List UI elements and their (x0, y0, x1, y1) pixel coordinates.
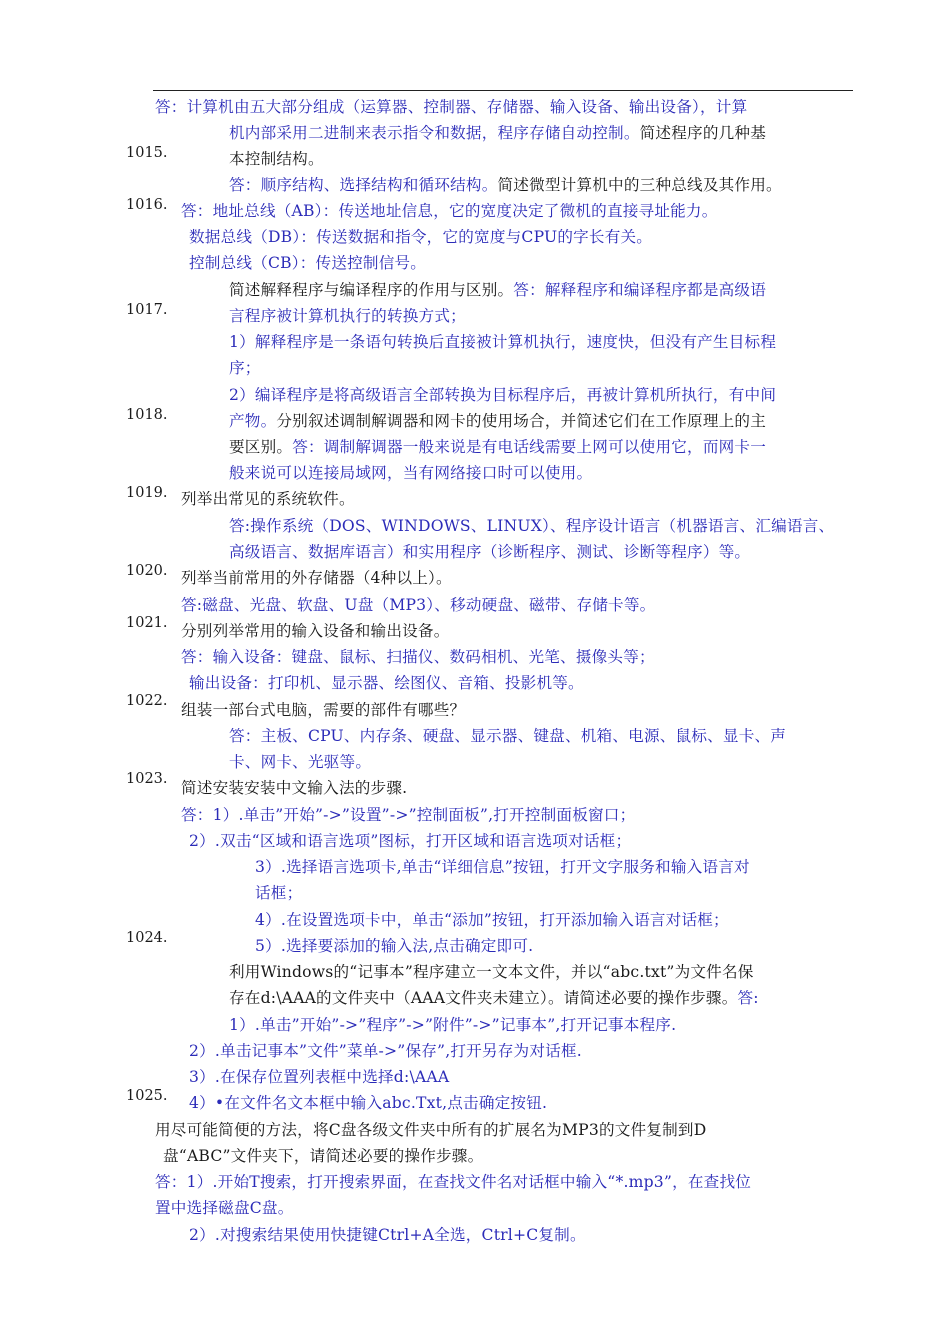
text-line: 输出设备：打印机、显示器、绘图仪、音箱、投影机等。 (189, 674, 584, 692)
question-number: 1025. (126, 1088, 168, 1104)
text-line: 答：地址总线（AB）：传送地址信息，它的宽度决定了微机的直接寻址能力。 (181, 202, 718, 220)
text-line: 3）.在保存位置列表框中选择d:\AAA (189, 1068, 450, 1086)
text-line: 答:磁盘、光盘、软盘、U盘（MP3）、移动硬盘、磁带、存储卡等。 (181, 596, 656, 614)
text-line: 利用Windows的“记事本”程序建立一文本文件，并以“abc.txt”为文件名保 (229, 963, 754, 981)
text-line: 机内部采用二进制来表示指令和数据，程序存储自动控制。简述程序的几种基 (229, 124, 766, 142)
text-line: 盘“ABC”文件夹下，请简述必要的操作步骤。 (163, 1147, 484, 1165)
text-line: 控制总线（CB）：传送控制信号。 (189, 254, 427, 272)
question-number: 1019. (126, 485, 168, 501)
question-number: 1016. (126, 197, 168, 213)
text-line: 高级语言、数据库语言）和实用程序（诊断程序、测试、诊断等程序）等。 (229, 543, 751, 561)
text-line: 存在d:\AAA的文件夹中（AAA文件夹未建立）。请简述必要的操作步骤。答: (229, 989, 759, 1007)
text-line: 答：1）.开始T搜索，打开搜索界面，在查找文件名对话框中输入“*.mp3”，在查找位 (155, 1173, 752, 1191)
text-line: 1）.单击”开始”->”程序”->”附件”->”记事本”,打开记事本程序. (229, 1016, 677, 1034)
text-line: 数据总线（DB）：传送数据和指令，它的宽度与CPU的字长有关。 (189, 228, 653, 246)
question-number: 1017. (126, 302, 168, 318)
text-line: 简述安装安装中文输入法的步骤. (181, 779, 408, 797)
text-line: 组装一部台式电脑，需要的部件有哪些？ (181, 701, 466, 719)
header-rule (153, 90, 853, 91)
question-number: 1020. (126, 563, 168, 579)
text-line: 本控制结构。 (229, 150, 324, 168)
question-number: 1021. (126, 615, 168, 631)
text-line: 用尽可能简便的方法，将C盘各级文件夹中所有的扩展名为MP3的文件复制到D (155, 1121, 707, 1139)
text-line: 言程序被计算机执行的转换方式； (229, 307, 466, 325)
text-line: 列举当前常用的外存储器（4种以上）。 (181, 569, 452, 587)
text-line: 答:操作系统（DOS、WINDOWS、LINUX）、程序设计语言（机器语言、汇编语言、 (229, 517, 835, 535)
question-number: 1023. (126, 771, 168, 787)
text-line: 2）.对搜索结果使用快捷键Ctrl+A全选，Ctrl+C复制。 (189, 1226, 586, 1244)
text-line: 要区别。答：调制解调器一般来说是有电话线需要上网可以使用它，而网卡一 (229, 438, 767, 456)
text-line: 分别列举常用的输入设备和输出设备。 (181, 622, 450, 640)
text-line: 简述解释程序与编译程序的作用与区别。答：解释程序和编译程序都是高级语 (229, 281, 766, 299)
text-line: 4）.在设置选项卡中，单击“添加”按钮，打开添加输入语言对话框； (255, 911, 729, 929)
text-line: 般来说可以连接局域网，当有网络接口时可以使用。 (229, 464, 593, 482)
text-line: 5）.选择要添加的输入法,点击确定即可. (255, 937, 534, 955)
question-number: 1022. (126, 693, 168, 709)
text-line: 2）.双击“区域和语言选项”图标，打开区域和语言选项对话框； (189, 832, 632, 850)
text-line: 产物。分别叙述调制解调器和网卡的使用场合，并简述它们在工作原理上的主 (229, 412, 766, 430)
text-line: 3）.选择语言选项卡,单击“详细信息”按钮，打开文字服务和输入语言对 (255, 858, 750, 876)
text-line: 答：输入设备：键盘、鼠标、扫描仪、数码相机、光笔、摄像头等； (181, 648, 655, 666)
text-line: 1）解释程序是一条语句转换后直接被计算机执行，速度快，但没有产生目标程 (229, 333, 777, 351)
text-line: 卡、网卡、光驱等。 (229, 753, 372, 771)
text-line: 序； (229, 359, 261, 377)
question-number: 1024. (126, 930, 168, 946)
text-line: 4）•在文件名文本框中输入abc.Txt,点击确定按钮. (189, 1094, 548, 1112)
text-line: 2）.单击记事本”文件”菜单->”保存”,打开另存为对话框. (189, 1042, 582, 1060)
text-line: 置中选择磁盘C盘。 (155, 1199, 294, 1217)
question-number: 1015. (126, 145, 168, 161)
text-line: 答：计算机由五大部分组成（运算器、控制器、存储器、输入设备、输出设备），计算 (155, 98, 748, 116)
question-number: 1018. (126, 407, 168, 423)
text-line: 答：1）.单击”开始”->”设置”->”控制面板”,打开控制面板窗口； (181, 806, 636, 824)
text-line: 答：顺序结构、选择结构和循环结构。简述微型计算机中的三种总线及其作用。 (229, 176, 782, 194)
text-line: 2）编译程序是将高级语言全部转换为目标程序后，再被计算机所执行，有中间 (229, 386, 777, 404)
text-line: 列举出常见的系统软件。 (181, 490, 355, 508)
text-line: 话框； (255, 884, 303, 902)
text-line: 答：主板、CPU、内存条、硬盘、显示器、键盘、机箱、电源、鼠标、显卡、声 (229, 727, 787, 745)
